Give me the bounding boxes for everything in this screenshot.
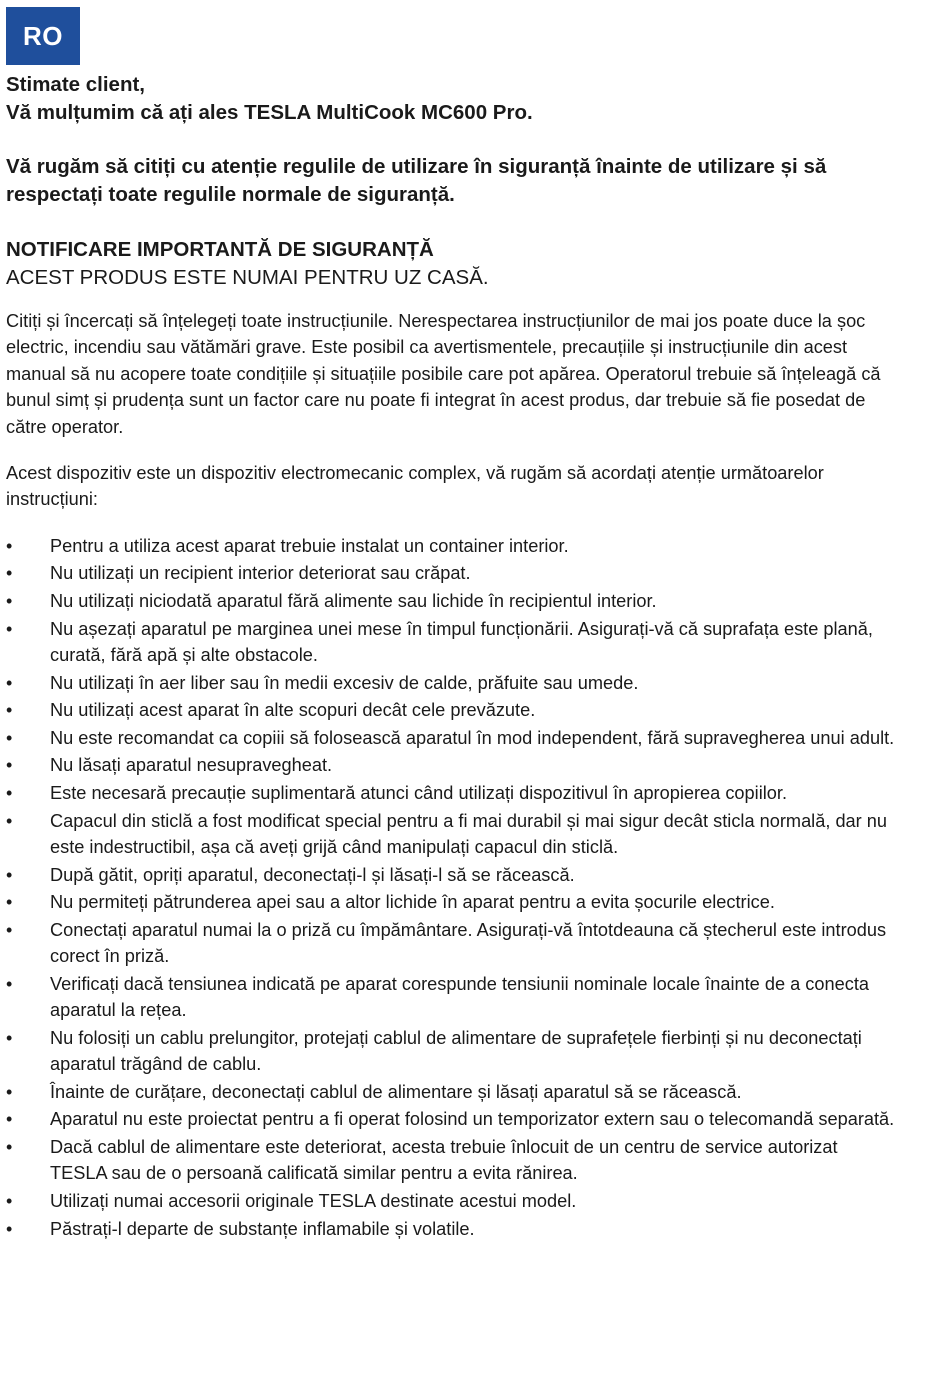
list-item (6, 725, 896, 751)
bullet-icon: • (6, 535, 13, 556)
list-item (6, 971, 896, 1024)
list-item (6, 670, 896, 696)
bullet-icon: • (6, 864, 13, 885)
bullet-icon: • (6, 672, 13, 693)
list-item (6, 862, 896, 888)
bullet-icon: • (6, 1109, 13, 1130)
list-item-text: Este necesară precauție suplimentară atunci când utilizați dispozitivul în apropierea copiilor. (50, 783, 788, 803)
safety-notice-subtitle: ACEST PRODUS ESTE NUMAI PENTRU UZ CASĂ. (6, 266, 489, 289)
list-item-text: După gătit, opriți aparatul, deconectați-l și lăsați-l să se răcească. (50, 864, 575, 885)
safety-rules-list (6, 533, 896, 1242)
bullet-icon: • (6, 919, 13, 940)
list-item (6, 1216, 896, 1242)
list-item-text: Nu utilizați în aer liber sau în medii excesiv de calde, prăfuite sau umede. (50, 672, 639, 693)
list-item (6, 1188, 896, 1214)
bullet-icon: • (6, 1136, 13, 1157)
list-item-text: Pentru a utiliza acest aparat trebuie instalat un container interior. (50, 535, 569, 556)
list-item (6, 1106, 896, 1132)
language-badge (6, 7, 80, 65)
bullet-icon: • (6, 591, 13, 612)
manual-page (6, 7, 896, 1243)
list-item-text: Înainte de curățare, deconectați cablul de alimentare și lăsați aparatul să se răcească. (50, 1081, 742, 1102)
list-item (6, 808, 896, 861)
warning-paragraph: Citiți și încercați să înțelegeți toate instrucțiunile. Nerespectarea instrucțiunilor de mai jos poate duce la șoc electric, incendiu sau vătămări grave. Este posibil ca avertismentele, precauțiile și instrucțiunile din acest manual să nu acopere toate condițiile și situațiile posibile care pot apărea. Operatorul trebuie să înțeleagă că bunul simț și prudența sunt un factor care nu poate fi integrat în acest produs, dar trebuie să fie posedat de către operator. (6, 311, 881, 437)
greeting-salutation: Stimate client, (6, 73, 145, 96)
list-item-text: Dacă cablul de alimentare este deteriorat, acesta trebuie înlocuit de un centru de service autorizat TESLA sau de o persoană calificată similar pentru a evita rănirea. (50, 1136, 838, 1184)
list-item-text: Păstrați-l departe de substanțe inflamabile și volatile. (50, 1218, 475, 1239)
bullet-icon: • (6, 618, 13, 639)
list-item (6, 560, 896, 586)
list-item-text: Conectați aparatul numai la o priză cu împământare. Asigurați-vă întotdeauna că ștecherul este introdus corect în priză. (50, 919, 887, 967)
list-item-text: Capacul din sticlă a fost modificat special pentru a fi mai durabil și mai sigur decât sticla normală, dar nu este indestructibil, așa că aveți grijă când manipulați capacul din sticlă. (50, 810, 888, 857)
bullet-icon: • (6, 1027, 13, 1048)
bullet-icon: • (6, 563, 13, 584)
greeting-thanks: Vă mulțumim că ați ales TESLA MultiCook MC600 Pro. (6, 100, 533, 124)
list-item (6, 533, 896, 559)
list-item-text: Nu utilizați niciodată aparatul fără alimente sau lichide în recipientul interior. (50, 591, 657, 612)
list-item-text: Nu utilizați acest aparat în alte scopuri decât cele prevăzute. (50, 700, 536, 721)
list-item (6, 616, 896, 669)
list-item (6, 588, 896, 614)
bullet-icon: • (6, 810, 13, 831)
list-item (6, 1025, 896, 1078)
list-item-text: Nu utilizați un recipient interior deteriorat sau crăpat. (50, 563, 471, 584)
safety-notice-title: NOTIFICARE IMPORTANTĂ DE SIGURANȚĂ (6, 238, 434, 261)
list-item (6, 697, 896, 723)
bullet-icon: • (6, 1218, 13, 1239)
list-item (6, 889, 896, 915)
intro-text: Vă rugăm să citiți cu atenție regulile de utilizare în siguranță înainte de utilizare și să respectați toate regulile normale de siguranță. (6, 155, 827, 206)
greeting (6, 71, 896, 126)
list-item-text: Aparatul nu este proiectat pentru a fi operat folosind un temporizator extern sau o telecomandă separată. (50, 1109, 895, 1130)
list-item-text: Nu este recomandat ca copiii să folosească aparatul în mod independent, fără supravegherea unui adult. (50, 727, 895, 748)
bullet-icon: • (6, 755, 13, 776)
list-item-text: Nu așezați aparatul pe marginea unei mese în timpul funcționării. Asigurați-vă că suprafața este plană, curată, fără apă și alte obstacole. (50, 618, 873, 666)
bullet-icon: • (6, 783, 13, 803)
list-item (6, 780, 896, 806)
list-item-text: Nu lăsați aparatul nesupravegheat. (50, 755, 333, 776)
list-item-text: Nu permiteți pătrunderea apei sau a altor lichide în aparat pentru a evita șocurile electrice. (50, 892, 775, 913)
bullet-icon: • (6, 973, 13, 994)
bullet-icon: • (6, 727, 13, 748)
list-item-text: Nu folosiți un cablu prelungitor, protejați cablul de alimentare de suprafețele fierbinți și nu deconectați aparatul trăgând de cablu. (50, 1027, 862, 1075)
list-item-text: Verificați dacă tensiunea indicată pe aparat corespunde tensiunii nominale locale înainte de a conecta aparatul la rețea. (50, 973, 869, 1021)
list-item-text: Utilizați numai accesorii originale TESLA destinate acestui model. (50, 1190, 577, 1211)
language-badge-label: RO (23, 20, 63, 51)
bullet-icon: • (6, 892, 13, 913)
instructions-intro-paragraph: Acest dispozitiv este un dispozitiv electromecanic complex, vă rugăm să acordați atenție următoarelor instrucțiuni: (6, 463, 824, 510)
list-item (6, 1079, 896, 1105)
bullet-icon: • (6, 700, 13, 721)
bullet-icon: • (6, 1081, 13, 1102)
list-item (6, 752, 896, 778)
bullet-icon: • (6, 1190, 13, 1211)
list-item (6, 917, 896, 970)
list-item (6, 1134, 896, 1187)
